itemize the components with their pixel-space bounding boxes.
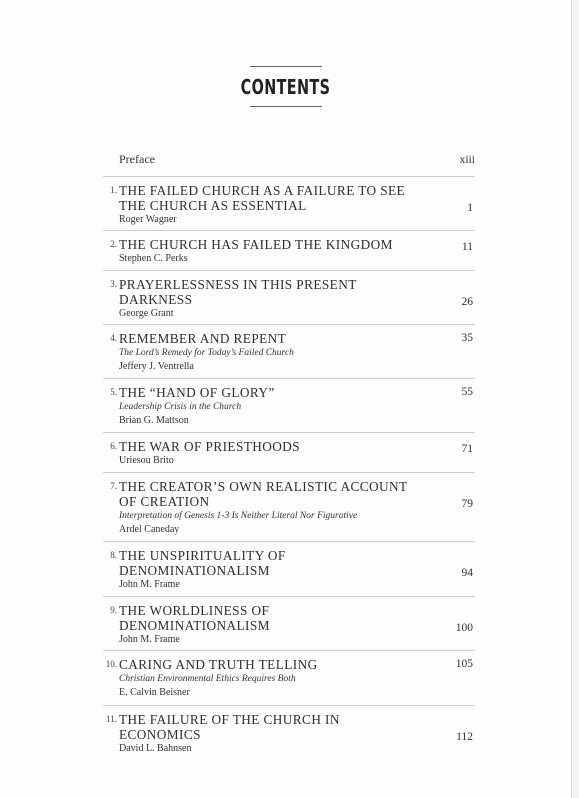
chapter-title-line: THE UNSPIRITUALITY OF [119,548,286,563]
chapter-info [119,603,419,647]
chapter-page-number: 105 [455,658,473,670]
toc-divider [103,378,475,379]
chapter-author: Roger Wagner [119,214,177,225]
toc-divider [103,270,475,271]
chapter-page-number: 71 [461,443,473,455]
chapter-number: 2. [110,239,117,249]
preface-label[interactable]: Preface [119,152,155,166]
preface-page-number: xiii [459,154,475,166]
chapter-number: 1. [110,185,117,195]
chapter-title-line: PRAYERLESSNESS IN THIS PRESENT [119,277,357,292]
chapter-number: 9. [110,605,117,615]
chapter-title-line: REMEMBER AND REPENT [119,331,287,346]
toc-divider [103,650,475,651]
page-edge [572,0,579,798]
chapter-number: 8. [110,550,117,560]
chapter-page-number: 100 [455,622,473,634]
chapter-title-line: THE WORLDLINESS OF [119,603,270,618]
chapter-number: 5. [110,387,117,397]
chapter-author: Jeffery J. Ventrella [119,361,194,372]
chapter-title-line: THE “HAND OF GLORY” [119,385,275,400]
chapter-author: Stephen C. Perks [119,253,188,264]
chapter-title-line: CARING AND TRUTH TELLING [119,657,318,672]
chapter-title-line: OF CREATION [119,494,210,509]
chapter-info [119,237,419,266]
chapter-subtitle: Christian Environmental Ethics Requires Both [119,674,296,684]
chapter-page-number: 79 [461,498,473,510]
chapter-page-number: 112 [456,731,473,743]
chapter-author: Uriesou Brito [119,455,174,466]
chapter-author: John M. Frame [119,579,180,590]
toc-divider [103,596,475,597]
toc-divider [103,705,475,706]
contents-header [0,66,571,107]
chapter-author: George Grant [119,308,174,319]
chapter-title-line: ECONOMICS [119,727,201,742]
chapter-page-number: 94 [461,567,473,579]
title-rule-bottom [250,106,322,107]
page-title: CONTENTS [240,75,331,99]
chapter-number: 3. [110,279,117,289]
chapter-info [119,439,419,468]
chapter-number: 4. [110,333,117,343]
chapter-title-line: THE CHURCH HAS FAILED THE KINGDOM [119,237,393,252]
chapter-info [119,479,419,537]
chapter-info [119,385,419,428]
toc-divider [103,324,475,325]
chapter-title-line: DENOMINATIONALISM [119,563,270,578]
chapter-page-number: 35 [461,332,473,344]
chapter-number: 6. [110,441,117,451]
chapter-info [119,548,419,592]
chapter-title-line: THE CHURCH AS ESSENTIAL [119,198,307,213]
chapter-title-line: DENOMINATIONALISM [119,618,270,633]
chapter-subtitle: The Lord’s Remedy for Today’s Failed Church [119,348,294,358]
chapter-number: 10. [105,659,117,669]
chapter-page-number: 1 [467,202,473,214]
chapter-number: 11. [106,714,117,724]
chapter-title-line: THE FAILURE OF THE CHURCH IN [119,712,340,727]
chapter-author: Brian G. Mattson [119,415,189,426]
chapter-info [119,712,419,756]
chapter-author: E. Calvin Beisner [119,687,190,698]
chapter-author: John M. Frame [119,634,180,645]
chapter-author: Ardel Caneday [119,524,180,535]
chapter-subtitle: Leadership Crisis in the Church [119,402,242,412]
chapter-subtitle: Interpretation of Genesis 1-3 Is Neither Literal Nor Figurative [119,511,358,521]
chapter-author: David L. Bahnsen [119,743,192,754]
chapter-info [119,331,419,374]
toc-divider [103,541,475,542]
chapter-page-number: 55 [461,386,473,398]
chapter-page-number: 11 [461,241,473,253]
chapter-title-line: THE WAR OF PRIESTHOODS [119,439,301,454]
chapter-page-number: 26 [461,296,473,308]
chapter-title-line: THE FAILED CHURCH AS A FAILURE TO SEE [119,183,406,198]
chapter-number: 7. [110,481,117,491]
chapter-info [119,657,419,700]
toc-divider [103,176,475,177]
chapter-info [119,183,419,227]
title-rule-top [250,66,322,67]
chapter-title-line: THE CREATOR’S OWN REALISTIC ACCOUNT [119,479,408,494]
toc-divider [103,472,475,473]
chapter-info [119,277,419,321]
toc-divider [103,432,475,433]
toc-divider [103,230,475,231]
chapter-title-line: DARKNESS [119,292,193,307]
